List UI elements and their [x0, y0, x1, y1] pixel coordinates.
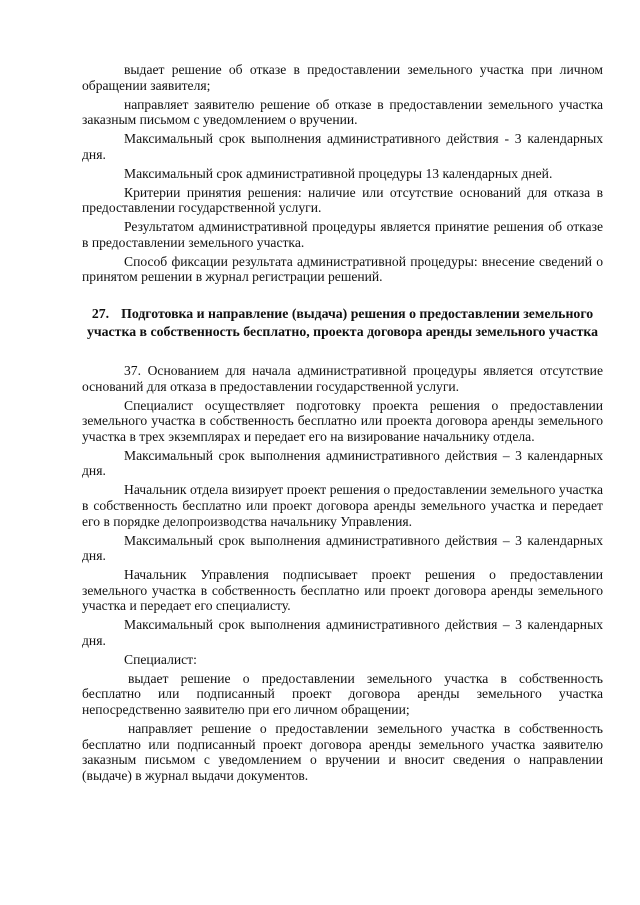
paragraph-issues-decision: выдает решение о предоставлении земельного участка в собственность бесплатно или подписанный проект договора аренды земельного участка непосредственно заявителю при его личном обращении; — [82, 670, 603, 718]
section-number: 27. — [91, 306, 110, 322]
paragraph-action-deadline: Максимальный срок выполнения административного действия – 3 календарных дня. — [82, 617, 603, 648]
paragraph-decision-criteria: Критерии принятия решения: наличие или отсутствие оснований для отказа в предоставлении государственной услуги. — [82, 184, 603, 216]
paragraph-action-deadline: Максимальный срок выполнения административного действия – 3 календарных дня. — [82, 447, 603, 479]
paragraph-directorate-head-signs: Начальник Управления подписывает проект решения о предоставлении земельного участка в собственность бесплатно или проект договора аренды земельного участка и передает его специалисту. — [82, 567, 603, 614]
paragraph-refusal-mail: направляет заявителю решение об отказе в предоставлении земельного участка заказным письмом с уведомлением о вручении. — [82, 96, 603, 128]
paragraph-specialist-prepares: Специалист осуществляет подготовку проекта решения о предоставлении земельного участка в собственность бесплатно или проекта договора аренды земельного участка в трех экземплярах и передает его на визирование начальнику отдела. — [82, 397, 603, 444]
section-title: Подготовка и направление (выдача) решения о предоставлении земельного участка в собственность бесплатно, проекта договора аренды земельного участка — [86, 306, 599, 340]
paragraph-sends-decision: направляет решение о предоставлении земельного участка в собственность бесплатно или подписанный проект договора аренды земельного участка заявителю заказным письмом с уведомлением о вручении и вносит сведения о направлении (выдаче) в журнал выдачи документов. — [82, 721, 603, 783]
paragraph-department-head-endorses: Начальник отдела визирует проект решения о предоставлении земельного участка в собственность бесплатно или проект договора аренды земельного участка и передает его в порядке делопроизводства начальнику Управления. — [82, 482, 603, 529]
paragraph-procedure-deadline: Максимальный срок административной процедуры 13 календарных дней. — [124, 165, 553, 181]
paragraph-procedure-result: Результатом административной процедуры является принятие решения об отказе в предоставлении земельного участка. — [82, 219, 603, 250]
paragraph-refusal-issue: выдает решение об отказе в предоставлении земельного участка при личном обращении заявителя; — [82, 62, 603, 93]
paragraph-action-deadline: Максимальный срок выполнения административного действия – 3 календарных дня. — [82, 532, 603, 564]
document-text — [82, 62, 603, 787]
paragraph-action-deadline: Максимальный срок выполнения административного действия - 3 календарных дня. — [82, 131, 603, 162]
paragraph-recording-method: Способ фиксации результата административной процедуры: внесение сведений о принятом решении в журнал регистрации решений. — [82, 253, 603, 285]
paragraph-specialist-label: Специалист: — [124, 651, 197, 667]
section-heading — [82, 305, 603, 341]
paragraph-procedure-basis: 37. Основанием для начала административной процедуры является отсутствие оснований для отказа в предоставлении государственной услуги. — [82, 363, 603, 394]
